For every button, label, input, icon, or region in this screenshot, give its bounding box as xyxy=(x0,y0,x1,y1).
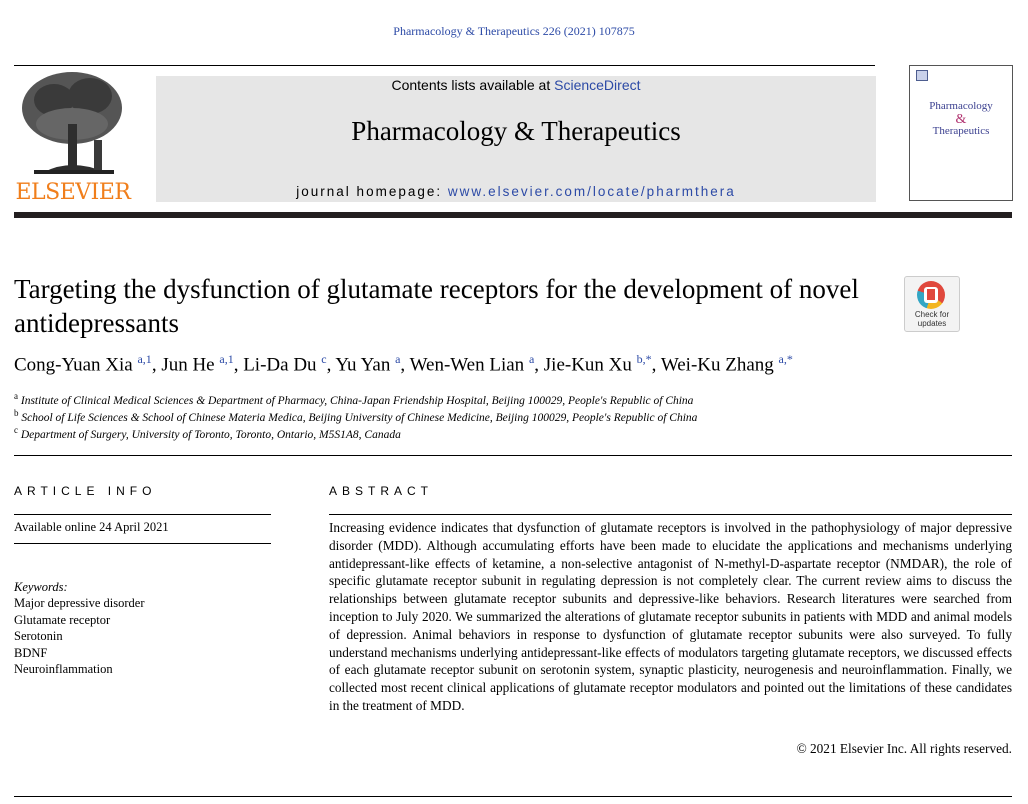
affiliation-mark: b xyxy=(14,408,19,418)
contents-prefix: Contents lists available at xyxy=(391,77,555,93)
keyword-item: Glutamate receptor xyxy=(14,612,111,627)
keyword-item: Neuroinflammation xyxy=(14,662,113,676)
author-name: Yu Yan xyxy=(335,354,391,376)
affiliation-b xyxy=(14,408,1014,424)
author-name: Wen-Wen Lian xyxy=(409,354,525,376)
author-name: Jun He xyxy=(161,354,215,376)
affiliation-c xyxy=(14,425,1014,441)
journal-title: Pharmacology & Therapeutics xyxy=(351,116,681,146)
author-affil-link[interactable]: a,* xyxy=(778,352,793,366)
article-info-rule xyxy=(14,514,271,515)
header-bottom-rule xyxy=(14,212,1012,218)
affiliation-mark: c xyxy=(14,425,18,435)
cover-corner-icon xyxy=(916,70,928,81)
article-info-heading: ARTICLE INFO xyxy=(14,484,157,498)
affiliation-text: School of Life Sciences & School of Chinese Materia Medica, Beijing University of Chinese Medicine, Beijing 100029, People's Republic of China xyxy=(21,411,698,424)
cover-title-line2: Therapeutics xyxy=(932,125,990,137)
keyword-item: BDNF xyxy=(14,645,48,660)
journal-homepage-line xyxy=(156,184,876,199)
abstract-body: Increasing evidence indicates that dysfunction of glutamate receptors is involved in the pathophysiology of major depressive disorder (MDD). Although accumulating efforts have been made to elucidate the applications and mechanisms underlying antidepressant-like effects of ketamine, a non-selective antagonist of N-methyl-D-aspartate receptor (NMDAR), the role of specific glutamate receptor subunit in regulating depression is not completely clear. The current review aims to discuss the relationships between glutamate receptor subunits and depressive-like behaviors. Research literatures were searched from inception to July 2020. We summarized the alterations of glutamate receptor subunits in patients with MDD and animal models of depression. Animal behaviors in response to dysfunction of glutamate receptor subunits were also surveyed. To fully understand mechanisms underlying antidepressant-like effects of modulators targeting glutamate receptors, we discussed effects of each glutamate receptor subunit on serotonin system, synaptic plasticity, neurogenesis and neuroinflammation. Finally, we collected most recent clinical applications of glutamate receptor modulators and pointed out the limitations of these candidates in the treatment of MDD. xyxy=(329,520,1012,713)
cover-title-line1: Pharmacology xyxy=(929,100,993,112)
affiliation-mark: a xyxy=(14,391,18,401)
keywords-list xyxy=(14,595,145,678)
author-affil-link[interactable]: a,1 xyxy=(137,352,152,366)
journal-cover-thumbnail[interactable] xyxy=(909,65,1013,201)
author-affil-link[interactable]: a,1 xyxy=(219,352,234,366)
section-divider xyxy=(14,455,1012,456)
cover-title-amp: & xyxy=(955,112,967,127)
available-online-date: Available online 24 April 2021 xyxy=(14,520,169,534)
author-affil-link[interactable]: a xyxy=(395,352,401,366)
author-affil-link[interactable]: a xyxy=(528,352,535,366)
keywords-label: Keywords: xyxy=(14,580,68,594)
footer-rule xyxy=(14,796,1012,797)
journal-homepage-link[interactable]: www.elsevier.com/locate/pharmthera xyxy=(447,184,736,199)
journal-citation[interactable]: Pharmacology & Therapeutics 226 (2021) 107875 xyxy=(393,24,635,38)
bookmark-icon xyxy=(927,289,935,300)
affiliation-text: Institute of Clinical Medical Sciences & Department of Pharmacy, China-Japan Friendship Hospital, Beijing 100029, People's Republic of China xyxy=(20,394,694,407)
affiliation-a xyxy=(14,391,1014,407)
affiliation-text: Department of Surgery, University of Toronto, Toronto, Ontario, M5S1A8, Canada xyxy=(20,428,401,441)
author-affil-link[interactable]: c xyxy=(321,352,327,366)
author-name: Jie-Kun Xu xyxy=(543,354,632,376)
author-name: Wei-Ku Zhang xyxy=(660,354,774,376)
keyword-item: Serotonin xyxy=(14,629,63,643)
header-top-rule xyxy=(14,65,875,66)
copyright-notice: © 2021 Elsevier Inc. All rights reserved. xyxy=(796,741,1012,756)
author-name: Li-Da Du xyxy=(243,354,317,376)
author-list: Cong-Yuan Xia $^{a,1}$, Jun He $^{a,1}$, Li-Da Du $^c$, Yu Yan $^a$, Wen-Wen Lian $^a$, Jie-Kun Xu $^{b,*}$, Wei-Ku Zhang $^{a,*}$ xyxy=(14,352,793,376)
elsevier-wordmark: ELSEVIER xyxy=(15,180,131,205)
contents-line xyxy=(156,77,876,93)
article-info-rule xyxy=(14,543,271,544)
abstract-heading: ABSTRACT xyxy=(329,484,434,498)
author-name: Cong-Yuan Xia xyxy=(14,354,133,376)
abstract-rule xyxy=(329,514,1012,515)
check-for-updates-button[interactable] xyxy=(904,276,960,332)
sciencedirect-link[interactable]: ScienceDirect xyxy=(554,77,641,93)
author-affil-link[interactable]: b,* xyxy=(636,352,652,366)
check-updates-label: Check for updates xyxy=(914,310,950,328)
article-title: Targeting the dysfunction of glutamate receptors for the development of novel antidepressants xyxy=(14,274,859,338)
keyword-item: Major depressive disorder xyxy=(14,596,145,610)
homepage-prefix: journal homepage: xyxy=(296,184,448,199)
